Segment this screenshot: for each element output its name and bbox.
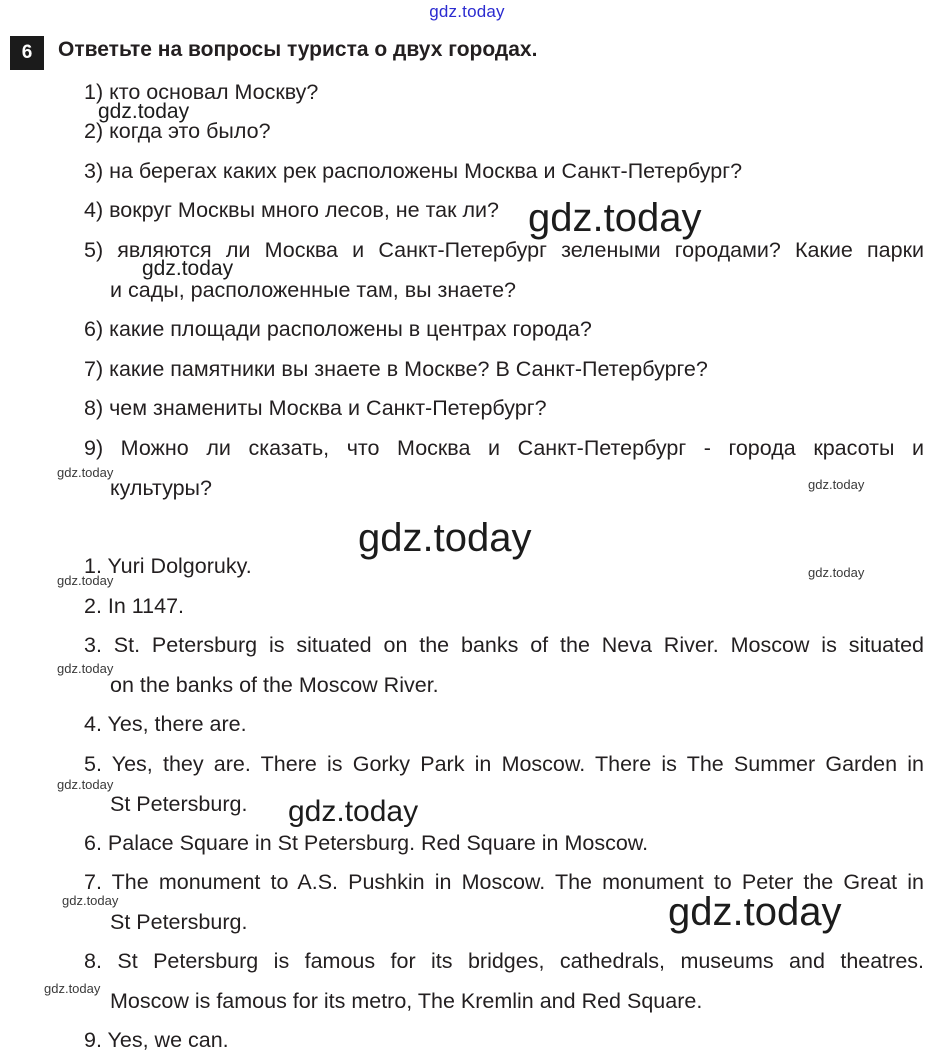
answer-item bbox=[84, 626, 924, 705]
answer-item bbox=[84, 587, 924, 627]
answer-line: 3. St. Petersburg is situated on the banks of the Neva River. Moscow is situated bbox=[84, 633, 924, 657]
watermark: gdz.today bbox=[808, 565, 865, 580]
answer-line: 5. Yes, they are. There is Gorky Park in Moscow. There is The Summer Garden in bbox=[84, 752, 924, 776]
answer-line: 6. Palace Square in St Petersburg. Red Square in Moscow. bbox=[84, 831, 649, 855]
watermark: gdz.today bbox=[62, 893, 119, 908]
answer-line: 2. In 1147. bbox=[84, 594, 185, 618]
question-line-continued: культуры? bbox=[110, 475, 212, 500]
question-line: 6) какие площади расположены в центрах города? bbox=[84, 317, 592, 341]
watermark: gdz.today bbox=[142, 257, 234, 280]
question-line: 4) вокруг Москвы много лесов, не так ли? bbox=[84, 198, 500, 222]
answer-line-continued: on the banks of the Moscow River. bbox=[110, 672, 439, 697]
answer-item bbox=[84, 942, 924, 1021]
watermark: gdz.today bbox=[288, 795, 419, 828]
answer-item bbox=[84, 1021, 924, 1061]
watermark: gdz.today bbox=[668, 890, 842, 934]
answer-line-continued: St Petersburg. bbox=[110, 791, 248, 816]
exercise-title: Ответьте на вопросы туриста о двух городах. bbox=[58, 38, 538, 61]
watermark: gdz.today bbox=[44, 981, 101, 996]
watermark: gdz.today bbox=[57, 573, 114, 588]
question-line: 5) являются ли Москва и Санкт-Петербург зелеными городами? Какие парки bbox=[84, 238, 924, 262]
question-line: 8) чем знамениты Москва и Санкт-Петербург? bbox=[84, 396, 547, 420]
watermark: gdz.today bbox=[57, 465, 114, 480]
answer-line: 9. Yes, we can. bbox=[84, 1028, 229, 1052]
question-item bbox=[84, 350, 924, 390]
question-line: 3) на берегах каких рек расположены Москва и Санкт-Петербург? bbox=[84, 159, 743, 183]
watermark: gdz.today bbox=[808, 477, 865, 492]
question-item bbox=[84, 112, 924, 152]
watermark: gdz.today bbox=[98, 100, 190, 123]
watermark: gdz.today bbox=[57, 777, 114, 792]
answer-line: 7. The monument to A.S. Pushkin in Moscow. The monument to Peter the Great in bbox=[84, 870, 924, 894]
answer-line-continued: Moscow is famous for its metro, The Kremlin and Red Square. bbox=[110, 988, 703, 1013]
watermark: gdz.today bbox=[528, 196, 702, 240]
answer-line: 4. Yes, there are. bbox=[84, 712, 247, 736]
question-line: 2) когда это было? bbox=[84, 119, 271, 143]
question-item bbox=[84, 310, 924, 350]
question-item bbox=[84, 389, 924, 429]
question-line: 1) кто основал Москву? bbox=[84, 80, 319, 104]
exercise-number-badge: 6 bbox=[10, 36, 44, 70]
answer-line: 1. Yuri Dolgoruky. bbox=[84, 554, 252, 578]
question-line-continued: и сады, расположенные там, вы знаете? bbox=[110, 277, 516, 302]
answer-line-continued: St Petersburg. bbox=[110, 909, 248, 934]
watermark: gdz.today bbox=[57, 661, 114, 676]
answer-item bbox=[84, 745, 924, 824]
header-watermark: gdz.today bbox=[429, 2, 505, 21]
answer-item bbox=[84, 705, 924, 745]
answer-item bbox=[84, 824, 924, 864]
question-item bbox=[84, 152, 924, 192]
question-line: 7) какие памятники вы знаете в Москве? В Санкт-Петербурге? bbox=[84, 357, 708, 381]
answer-line: 8. St Petersburg is famous for its bridges, cathedrals, museums and theatres. bbox=[84, 949, 924, 973]
watermark: gdz.today bbox=[358, 516, 532, 560]
question-item bbox=[84, 73, 924, 113]
question-line: 9) Можно ли сказать, что Москва и Санкт-Петербург - города красоты и bbox=[84, 436, 924, 460]
question-item bbox=[84, 191, 924, 231]
question-item bbox=[84, 429, 924, 508]
